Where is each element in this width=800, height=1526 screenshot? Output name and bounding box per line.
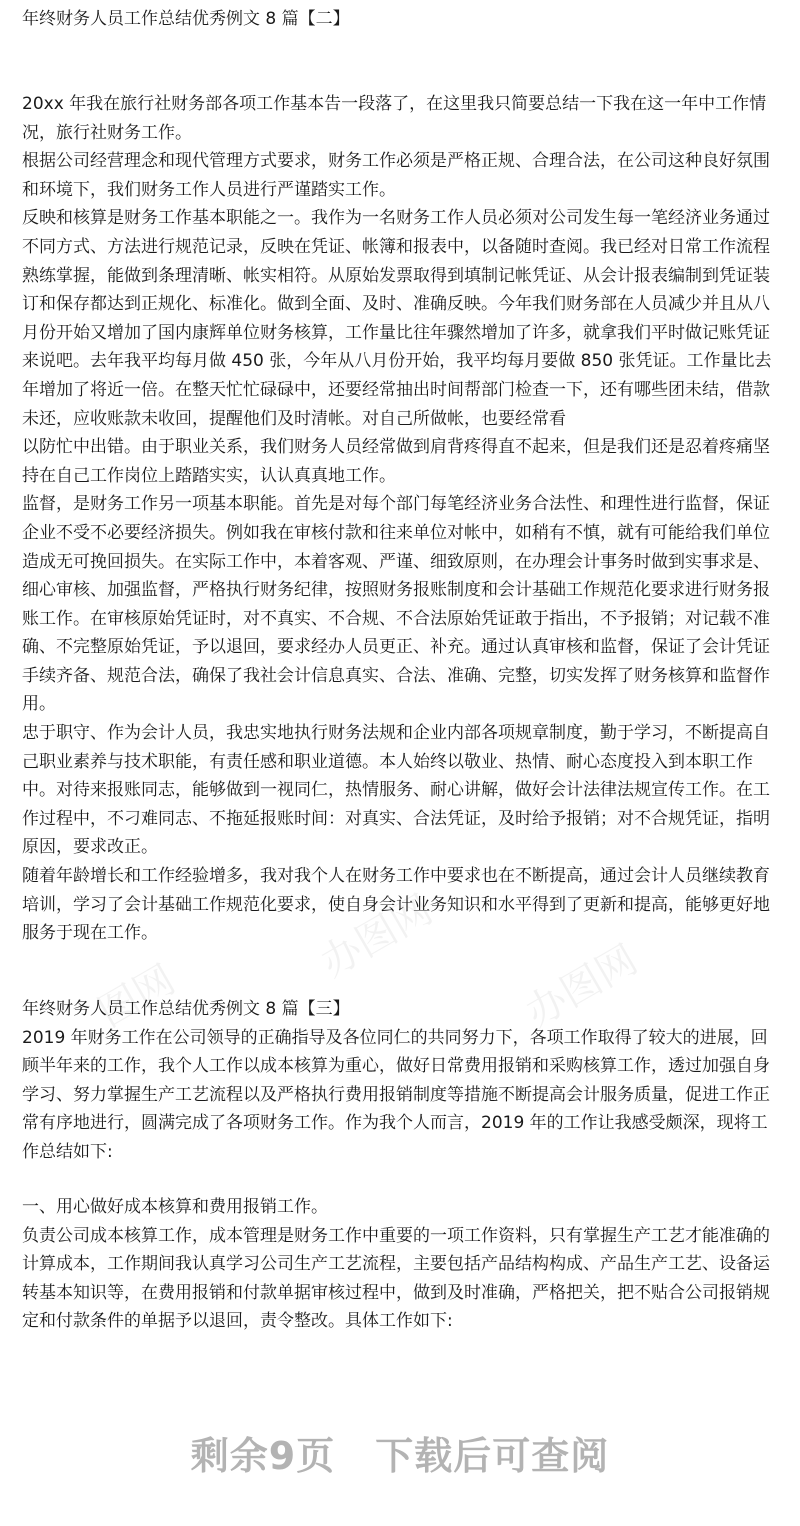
paragraph: 随着年龄增长和工作经验增多，我对我个人在财务工作中要求也在不断提高，通过会计人员继续教育培训，学习了会计基础工作规范化要求，使自身会计业务知识和水平得到了更新和提高，能够更好地服务于现在工作。 [22, 866, 770, 944]
paragraph: 20xx 年我在旅行社财务部各项工作基本告一段落了，在这里我只简要总结一下我在这一年中工作情况，旅行社财务工作。 [22, 94, 767, 143]
watermark-text: 办图网 [313, 886, 441, 987]
paragraph: 监督，是财务工作另一项基本职能。首先是对每个部门每笔经济业务合法性、和理性进行监督，保证企业不受不必要经济损失。例如我在审核付款和往来单位对帐中，如稍有不慎，就有可能给我们单位造成无可挽回损失。在实际工作中，本着客观、严谨、细致原则，在办理会计事务时做到实事求是、细心审核、加强监督，严格执行财务纪律，按照财务报账制度和会计基础工作规范化要求进行财务报账工作。在审核原始凭证时，对不真实、不合规、不合法原始凭证敢于指出，不予报销；对记载不准确、不完整原始凭证，予以退回，要求经办人员更正、补充。通过认真审核和监督，保证了会计凭证手续齐备、规范合法，确保了我社会计信息真实、合法、准确、完整，切实发挥了财务核算和监督作用。 [22, 494, 770, 715]
section-two-body [22, 90, 778, 948]
item-one-block [22, 1193, 778, 1336]
paragraph: 2019 年财务工作在公司领导的正确指导及各位同仁的共同努力下，各项工作取得了较大的进展，回顾半年来的工作，我个人工作以成本核算为重心，做好日常费用报销和采购核算工作，透过加强自身学习、努力掌握生产工艺流程以及严格执行费用报销制度等措施不断提高会计服务质量，促进工作正常有序地进行，圆满完成了各项财务工作。作为我个人而言，2019 年的工作让我感受颇深，现将工作总结如下: [22, 1027, 770, 1162]
paragraph: 根据公司经营理念和现代管理方式要求，财务工作必须是严格正规、合理合法，在公司这种良好氛围和环境下，我们财务工作人员进行严谨踏实工作。 [22, 151, 770, 200]
section-title-two: 年终财务人员工作总结优秀例文 8 篇【二】 [22, 9, 350, 29]
paragraph: 忠于职守、作为会计人员，我忠实地执行财务法规和企业内部各项规章制度，勤于学习，不断提高自己职业素养与技术职能，有责任感和职业道德。本人始终以敬业、热情、耐心态度投入到本职工作中。对待来报账同志，能够做到一视同仁，热情服务、耐心讲解，做好会计法律法规宣传工作。在工作过程中，不刁难同志、不拖延报账时间：对真实、合法凭证，及时给予报销；对不合规凭证，指明原因，要求改正。 [22, 723, 770, 858]
section-title-three: 年终财务人员工作总结优秀例文 8 篇【三】 [22, 999, 350, 1019]
download-hint-label: 下载后可查阅 [375, 1433, 610, 1478]
paragraph: 以防忙中出错。由于职业关系，我们财务人员经常做到肩背疼得直不起来，但是我们还是忍着疼痛坚持在自己工作岗位上踏踏实实，认认真真地工作。 [22, 437, 770, 486]
remaining-pages-label: 剩余9页 [190, 1433, 336, 1478]
watermark-text: 办图网 [518, 936, 646, 1037]
paragraph: 反映和核算是财务工作基本职能之一。我作为一名财务工作人员必须对公司发生每一笔经济业务通过不同方式、方法进行规范记录，反映在凭证、帐簿和报表中，以备随时查阅。我已经对日常工作流程熟练掌握，能做到条理清晰、帐实相符。从原始发票取得到填制记帐凭证、从会计报表编制到凭证装订和保存都达到正规化、标准化。做到全面、及时、准确反映。今年我们财务部在人员减少并且从八月份开始又增加了国内康辉单位财务核算，工作量比往年骤然增加了许多，就拿我们平时做记账凭证来说吧。去年我平均每月做 450 张，今年从八月份开始，我平均每月要做 850 张凭证。工作量比去年增加了将近一倍。在整天忙忙碌碌中，还要经常抽出时间帮部门检查一下，还有哪些团未结，借款未还，应收账款未收回，提醒他们及时清帐。对自己所做帐，也要经常看 [22, 208, 772, 429]
remaining-pages-banner[interactable] [0, 1422, 800, 1482]
item-heading: 一、用心做好成本核算和费用报销工作。 [22, 1197, 328, 1217]
paragraph: 负责公司成本核算工作，成本管理是财务工作中重要的一项工作资料，只有掌握生产工艺才能准确的计算成本，工作期间我认真学习公司生产工艺流程，主要包括产品结构构成、产品生产工艺、设备运转基本知识等，在费用报销和付款单据审核过程中，做到及时准确，严格把关，把不贴合公司报销规定和付款条件的单据予以退回，责令整改。具体工作如下: [22, 1225, 770, 1332]
watermark-text: 图网 [90, 956, 183, 1037]
